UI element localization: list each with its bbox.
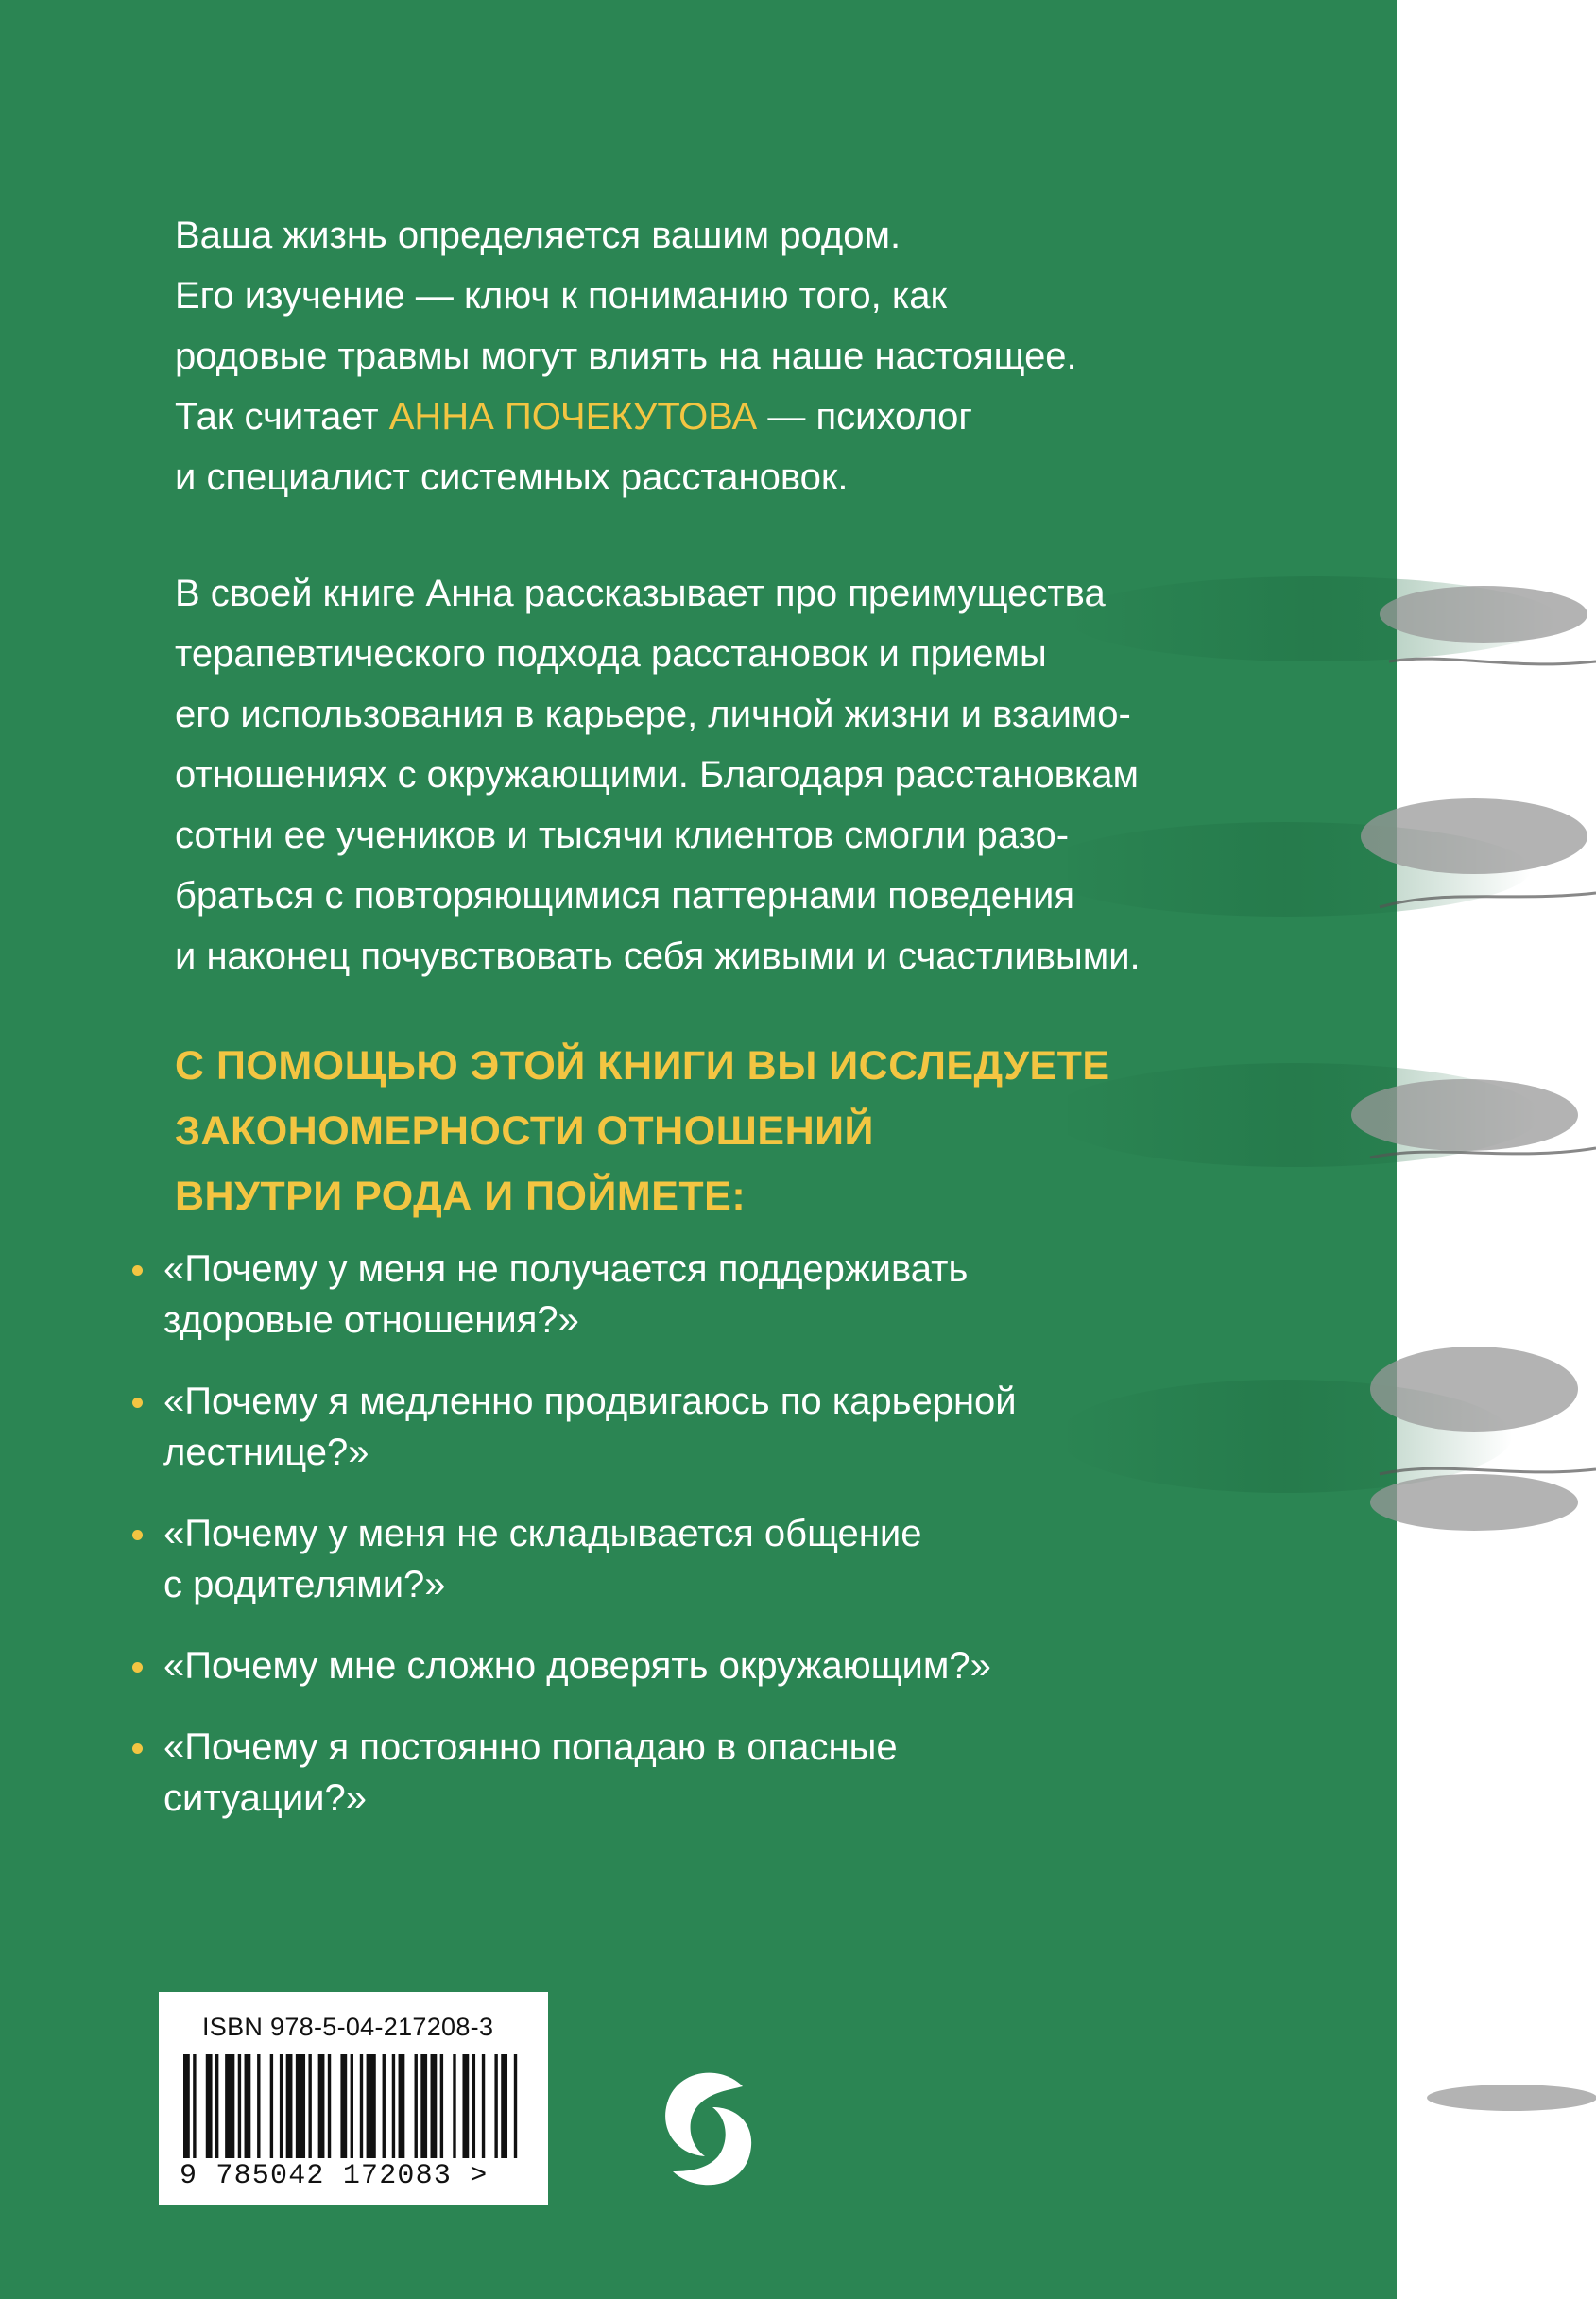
question-line: ситуации?» (163, 1777, 367, 1819)
intro-line-5: и специалист системных расстановок. (175, 456, 849, 498)
question-line: здоровые отношения?» (163, 1299, 579, 1341)
intro-line-4-prefix: Так считает (175, 396, 389, 437)
question-line: лестнице?» (163, 1432, 369, 1473)
intro-line-1: Ваша жизнь определяется вашим родом. (175, 214, 901, 256)
heading-line: ВНУТРИ РОДА И ПОЙМЕТЕ: (175, 1174, 747, 1219)
question-line: «Почему у меня не складывается общение (163, 1513, 922, 1554)
bullet-dot-icon (132, 1530, 143, 1540)
isbn-barcode (159, 1992, 548, 2205)
tree-branches-illustration (1068, 0, 1596, 2299)
question-line: «Почему я медленно продвигаюсь по карьерной (163, 1381, 1017, 1422)
author-name: АННА ПОЧЕКУТОВА (388, 396, 758, 437)
about-line: и наконец почувствовать себя живыми и счастливыми. (175, 935, 1141, 977)
about-line: сотни ее учеников и тысячи клиентов смогли разо- (175, 815, 1070, 856)
intro-line-3: родовые травмы могут влиять на наше настоящее. (175, 335, 1077, 377)
heading-line: С ПОМОЩЬЮ ЭТОЙ КНИГИ ВЫ ИССЛЕДУЕТЕ (175, 1043, 1110, 1089)
question-line: «Почему у меня не получается поддерживать (163, 1248, 969, 1290)
barcode-digits: 9 785042 172083 > (180, 2160, 489, 2192)
question-line: «Почему мне сложно доверять окружающим?» (163, 1645, 991, 1687)
eksmo-e-logo-icon (652, 2060, 765, 2202)
about-line: отношениях с окружающими. Благодаря расстановкам (175, 754, 1139, 796)
about-line: В своей книге Анна рассказывает про преимущества (175, 573, 1106, 614)
about-line: терапевтического подхода расстановок и приемы (175, 633, 1047, 675)
bullet-dot-icon (132, 1265, 143, 1276)
barcode-bars (183, 2054, 523, 2158)
question-line: с родителями?» (163, 1564, 446, 1605)
about-line: браться с повторяющимися паттернами поведения (175, 875, 1075, 917)
bullet-dot-icon (132, 1743, 143, 1754)
bullet-dot-icon (132, 1662, 143, 1673)
isbn-number: ISBN 978-5-04-217208-3 (202, 2013, 494, 2041)
bullet-dot-icon (132, 1398, 143, 1408)
about-line: его использования в карьере, личной жизни и взаимо- (175, 694, 1131, 735)
question-line: «Почему я постоянно попадаю в опасные (163, 1726, 898, 1768)
heading-line: ЗАКОНОМЕРНОСТИ ОТНОШЕНИЙ (175, 1108, 874, 1154)
intro-line-2: Его изучение — ключ к пониманию того, как (175, 275, 948, 317)
intro-line-4-suffix: — психолог (757, 396, 972, 437)
